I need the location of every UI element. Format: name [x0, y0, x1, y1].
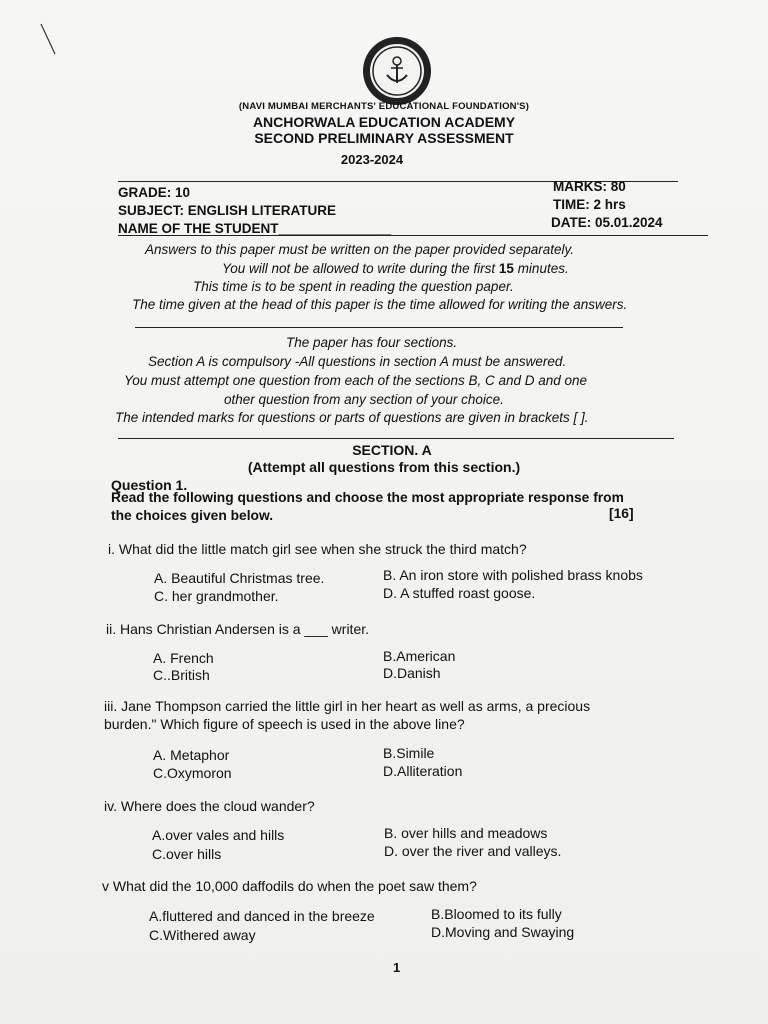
question-item: i. What did the little match girl see when she struck the third match? — [108, 541, 527, 557]
academic-year: 2023-2024 — [340, 152, 404, 167]
option-c: C.over hills — [152, 846, 222, 862]
pen-mark-icon — [38, 22, 58, 58]
instruction-divider — [135, 327, 623, 328]
section-divider — [118, 438, 674, 439]
option-d: D. over the river and valleys. — [384, 843, 562, 859]
organization-name: (NAVI MUMBAI MERCHANTS' EDUCATIONAL FOUNDATION'S) — [238, 101, 530, 112]
section-instruction: Section A is compulsory -All questions in section A must be answered. — [148, 354, 567, 369]
option-d: D.Moving and Swaying — [431, 924, 575, 940]
option-a: A. Metaphor — [153, 747, 230, 763]
question-marks: [16] — [609, 506, 634, 521]
option-c: C..British — [153, 667, 210, 683]
grade-label: GRADE: 10 — [118, 185, 191, 200]
option-b: B.Simile — [383, 745, 435, 761]
question-item: iii. Jane Thompson carried the little girl in her heart as well as arms, a precious — [104, 698, 591, 714]
school-logo-icon — [361, 35, 433, 107]
section-instruction: The intended marks for questions or parts of questions are given in brackets [ ]. — [115, 410, 589, 425]
section-subtitle: (Attempt all questions from this section.) — [247, 459, 521, 475]
option-b: B. over hills and meadows — [384, 825, 548, 841]
instruction-line: This time is to be spent in reading the question paper. — [193, 279, 514, 294]
question-prompt: the choices given below. — [111, 508, 274, 523]
instruction-line: You will not be allowed to write during the first 15 minutes. — [222, 261, 569, 276]
section-title: SECTION. A — [352, 442, 432, 458]
option-a: A.over vales and hills — [152, 827, 285, 843]
question-item-continued: burden." Which figure of speech is used in the above line? — [104, 716, 465, 732]
option-d: D.Danish — [383, 665, 441, 681]
date-label: DATE: 05.01.2024 — [551, 215, 663, 230]
school-name: ANCHORWALA EDUCATION ACADEMY — [252, 114, 516, 130]
option-b: B.American — [383, 648, 456, 664]
time-label: TIME: 2 hrs — [553, 197, 626, 212]
question-item: ii. Hans Christian Andersen is a ___ writer. — [106, 621, 370, 637]
question-prompt: Read the following questions and choose the most appropriate response from — [111, 490, 624, 505]
option-a: A.fluttered and danced in the breeze — [149, 908, 375, 924]
subject-label: SUBJECT: ENGLISH LITERATURE — [118, 203, 337, 218]
question-item: iv. Where does the cloud wander? — [104, 798, 315, 814]
header-rule-bottom — [118, 235, 708, 236]
instruction-line: Answers to this paper must be written on the paper provided separately. — [145, 242, 574, 257]
option-a: A. Beautiful Christmas tree. — [154, 570, 325, 586]
option-d: D. A stuffed roast goose. — [383, 585, 536, 601]
section-instruction: The paper has four sections. — [286, 335, 458, 350]
instruction-line: The time given at the head of this paper is the time allowed for writing the answers. — [132, 297, 628, 312]
student-name-field: NAME OF THE STUDENT_______________ — [118, 221, 392, 236]
option-c: C. her grandmother. — [154, 588, 279, 604]
exam-title: SECOND PRELIMINARY ASSESSMENT — [254, 130, 514, 146]
page-number: 1 — [393, 960, 401, 975]
option-a: A. French — [153, 650, 214, 666]
marks-label: MARKS: 80 — [553, 179, 626, 194]
option-b: B.Bloomed to its fully — [431, 906, 562, 922]
option-d: D.Alliteration — [383, 763, 463, 779]
section-instruction: other question from any section of your choice. — [224, 392, 504, 407]
option-c: C.Withered away — [149, 927, 256, 943]
section-instruction: You must attempt one question from each of the sections B, C and D and one — [124, 373, 588, 388]
question-label: Question 1. — [111, 477, 188, 493]
option-c: C.Oxymoron — [153, 765, 232, 781]
option-b: B. An iron store with polished brass knobs — [383, 567, 643, 583]
question-item: v What did the 10,000 daffodils do when the poet saw them? — [102, 878, 477, 894]
